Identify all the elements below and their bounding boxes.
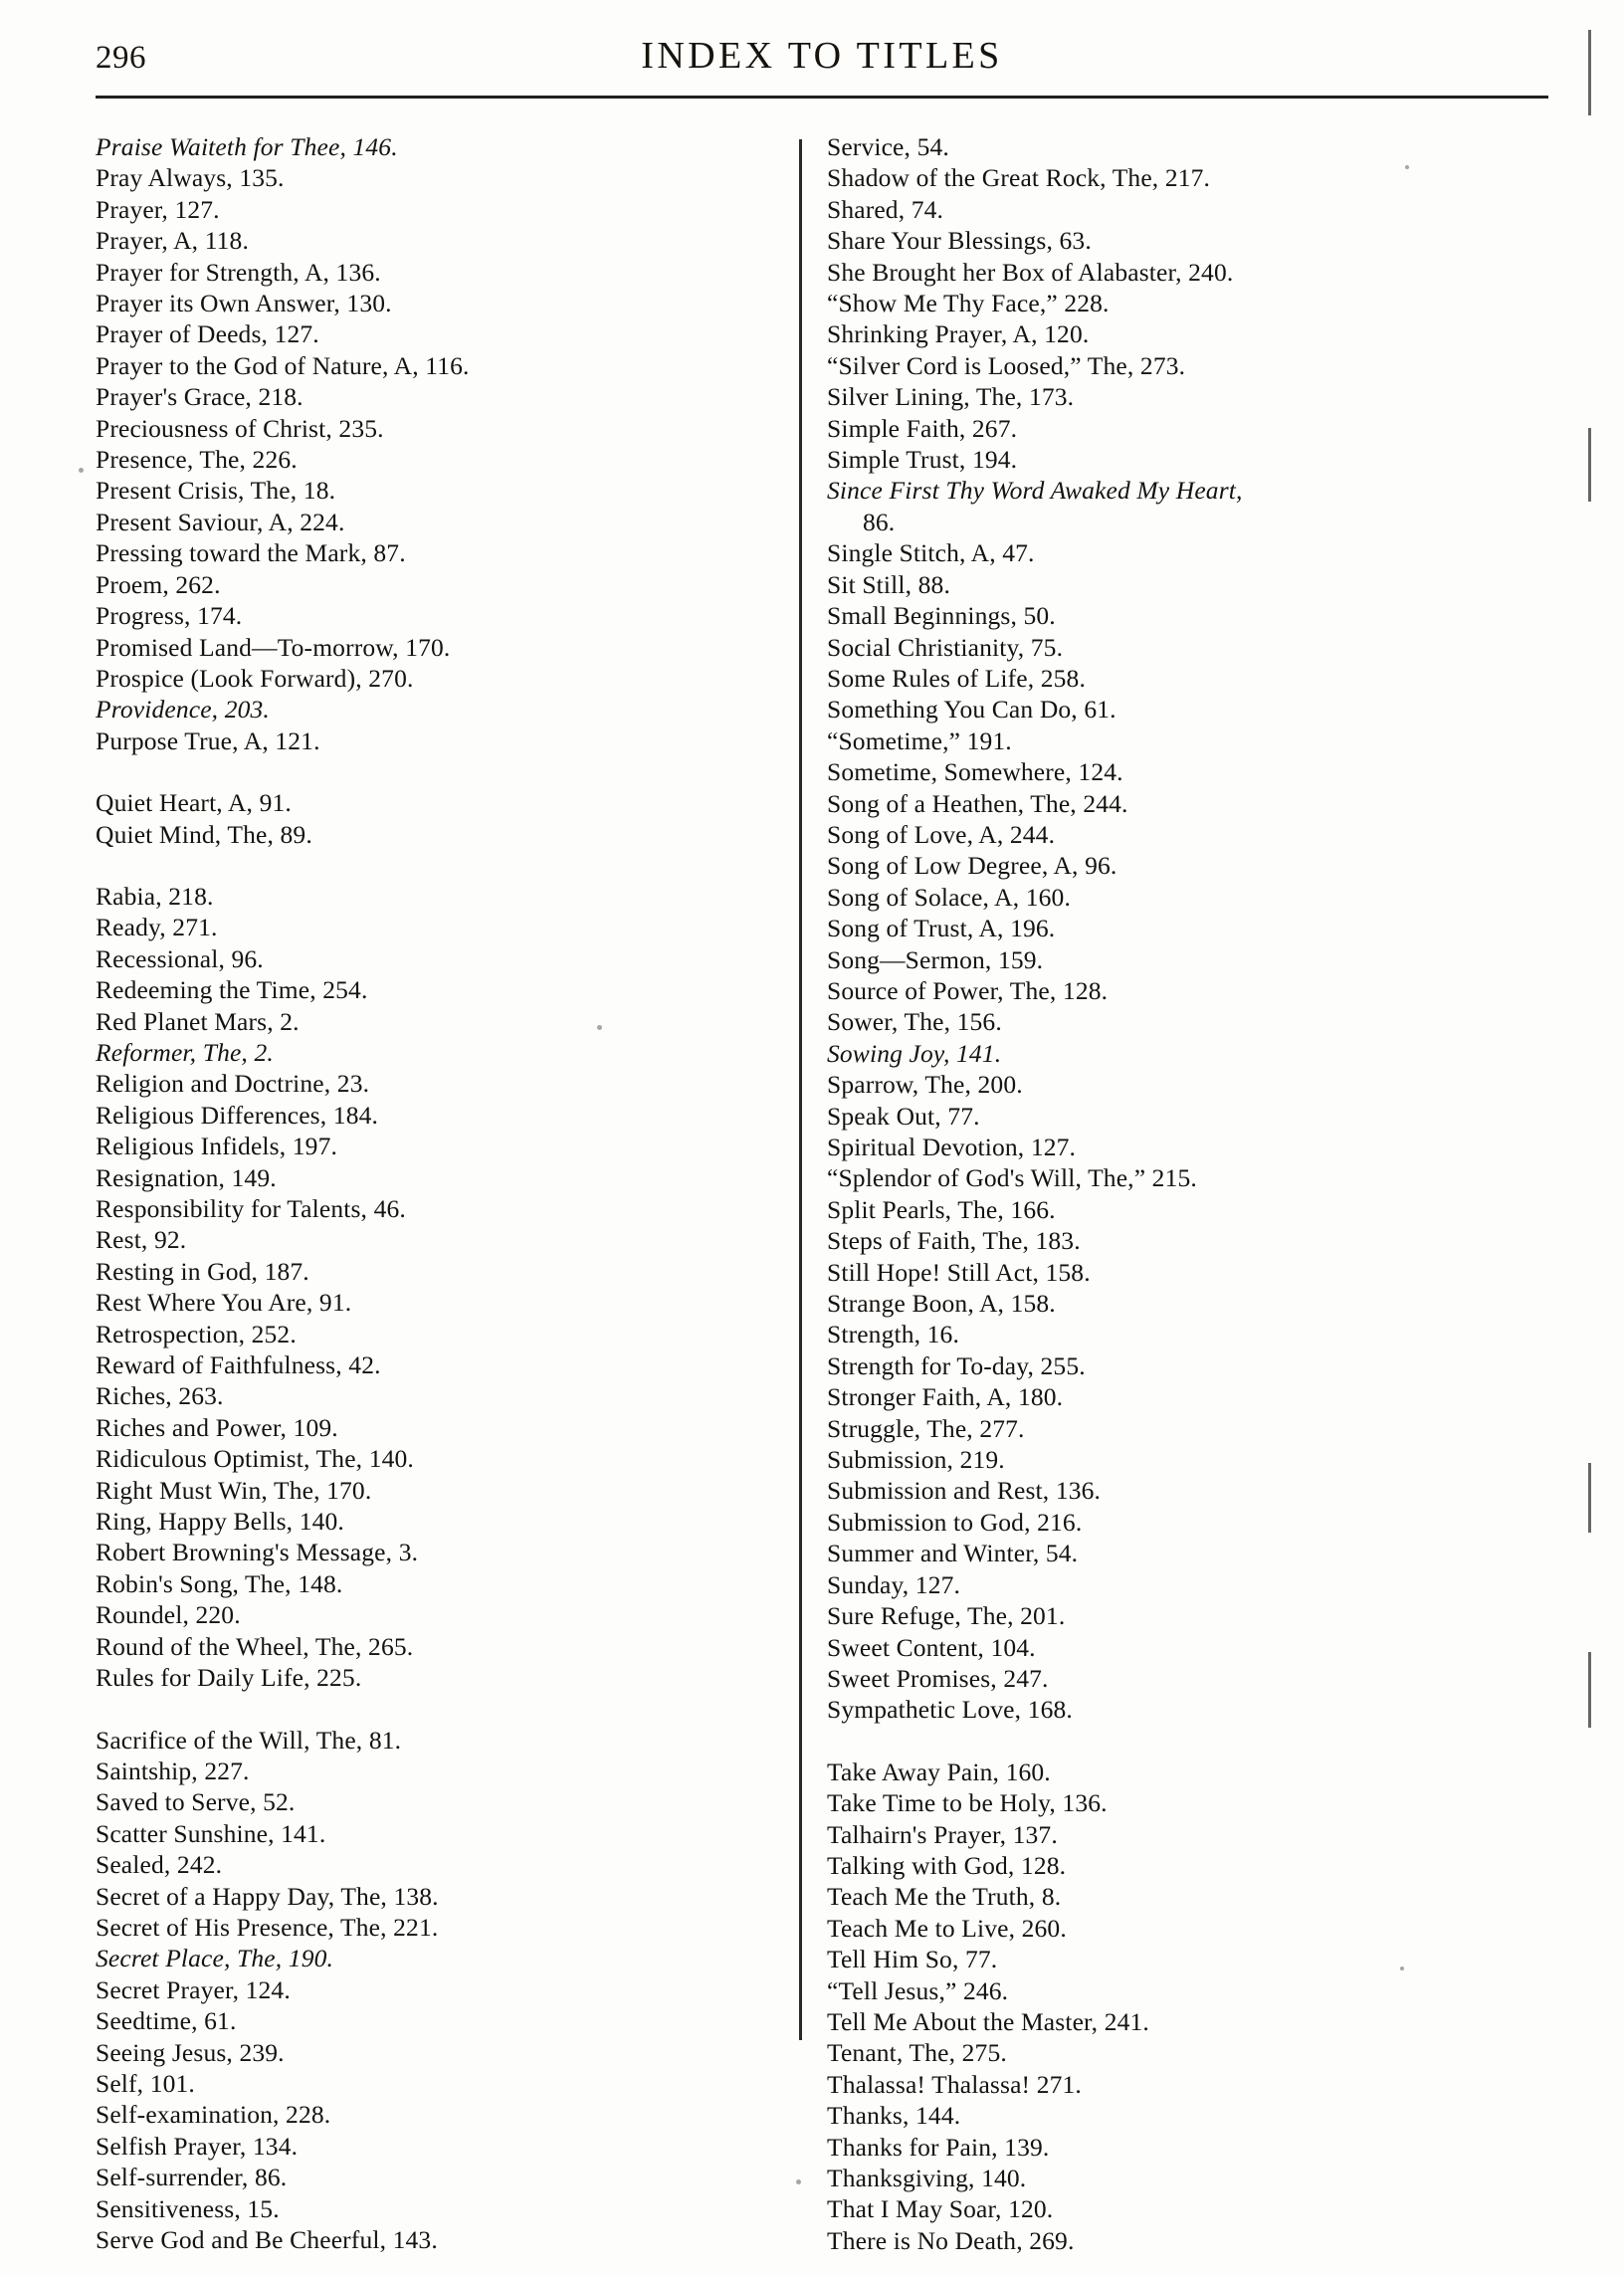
index-entry: Prayer, A, 118. [96,226,249,256]
index-entry: Pressing toward the Mark, 87. [96,538,406,568]
index-entry: Sensitiveness, 15. [96,2193,280,2223]
index-entry: Stronger Faith, A, 180. [827,1382,1064,1412]
index-entry: Recessional, 96. [96,943,264,973]
index-entry: Robert Browning's Message, 3. [96,1538,419,1567]
index-column-right [827,131,1484,2256]
index-entry: Prayer of Deeds, 127. [96,319,319,349]
index-entry: Religious Infidels, 197. [96,1132,337,1161]
scan-speck [597,1025,602,1030]
index-entry: Reward of Faithfulness, 42. [96,1350,381,1380]
page-header [96,34,1548,86]
index-entry: Selfish Prayer, 134. [96,2131,299,2161]
index-entry: Shared, 74. [827,194,944,224]
index-entry: Struggle, The, 277. [827,1413,1025,1443]
index-entry: Submission and Rest, 136. [827,1476,1102,1506]
scan-edge-mark [1588,428,1591,502]
index-entry: Scatter Sunshine, 141. [96,1818,326,1848]
index-entry: Song of Love, A, 244. [827,819,1056,849]
index-entry: Sweet Promises, 247. [827,1663,1049,1693]
index-entry: Some Rules of Life, 258. [827,663,1086,693]
index-entry: Secret Prayer, 124. [96,1974,291,2004]
index-entry: Riches, 263. [96,1381,224,1411]
index-entry: Single Stitch, A, 47. [827,538,1035,568]
letter-group-gap [827,1726,1484,1757]
index-entry: Saved to Serve, 52. [96,1787,296,1817]
scan-speck [796,2179,801,2184]
index-entry: Proem, 262. [96,569,221,599]
index-entry: Prayer's Grace, 218. [96,382,304,412]
index-entry: Praise Waiteth for Thee, 146. [96,132,398,161]
index-entry: Strength for To-day, 255. [827,1350,1086,1380]
index-entry: Since First Thy Word Awaked My Heart, [827,476,1243,506]
index-entry: “Show Me Thy Face,” 228. [827,289,1110,318]
index-entry: Thanks, 144. [827,2101,961,2131]
index-entry: Right Must Win, The, 170. [96,1475,372,1505]
index-entry: Source of Power, The, 128. [827,975,1109,1005]
index-entry: She Brought her Box of Alabaster, 240. [827,257,1234,287]
scan-edge-mark [1588,1652,1591,1728]
index-entry: Share Your Blessings, 63. [827,226,1092,256]
index-entry: Spiritual Devotion, 127. [827,1133,1077,1161]
index-entry: Song of a Heathen, The, 244. [827,788,1128,818]
scan-speck [79,468,84,473]
index-entry: Take Away Pain, 160. [827,1757,1051,1786]
letter-group-gap [96,850,752,881]
index-entry: Simple Faith, 267. [827,413,1018,443]
index-entry: Tell Him So, 77. [827,1945,998,1974]
index-entry: Round of the Wheel, The, 265. [96,1631,414,1661]
index-entry: Talhairn's Prayer, 137. [827,1819,1058,1849]
index-entry: Reformer, The, 2. [96,1037,274,1067]
scan-speck [1405,165,1409,169]
index-entry: Shrinking Prayer, A, 120. [827,319,1090,349]
index-entry: Shadow of the Great Rock, The, 217. [827,163,1211,193]
index-column-left [96,131,752,2255]
index-entry: “Splendor of God's Will, The,” 215. [827,1163,1197,1193]
index-entry: Seedtime, 61. [96,2006,237,2036]
index-entry: Present Saviour, A, 224. [96,507,345,536]
index-entry: Thalassa! Thalassa! 271. [827,2069,1082,2099]
index-entry: Sealed, 242. [96,1850,223,1880]
index-entry: Speak Out, 77. [827,1101,980,1131]
index-entry: Social Christianity, 75. [827,632,1064,662]
index-entry: Sunday, 127. [827,1569,961,1599]
index-entry: Religion and Doctrine, 23. [96,1069,370,1099]
index-entry: Thanksgiving, 140. [827,2164,1027,2192]
index-entry: Thanks for Pain, 139. [827,2132,1050,2162]
index-entry: Song—Sermon, 159. [827,944,1044,974]
index-entry: Song of Low Degree, A, 96. [827,851,1117,881]
index-entry: Purpose True, A, 121. [96,725,320,755]
index-entry: Ridiculous Optimist, The, 140. [96,1444,414,1474]
index-entry: Saintship, 227. [96,1756,250,1785]
index-entry: Responsibility for Talents, 46. [96,1194,406,1223]
index-entry: Submission to God, 216. [827,1507,1083,1537]
index-entry: “Tell Jesus,” 246. [827,1975,1009,2005]
index-entry: There is No Death, 269. [827,2225,1075,2255]
index-entry: Song of Trust, A, 196. [827,914,1056,943]
index-entry: Ring, Happy Bells, 140. [96,1507,344,1537]
index-entry: Talking with God, 128. [827,1850,1067,1880]
index-entry: Prayer for Strength, A, 136. [96,257,381,287]
index-entry: 86. [863,507,896,536]
index-entry: Sower, The, 156. [827,1007,1002,1037]
index-entry: Secret of a Happy Day, The, 138. [96,1881,439,1911]
column-divider [799,139,802,2040]
index-entry: Small Beginnings, 50. [827,601,1056,631]
index-entry: Rules for Daily Life, 225. [96,1663,362,1693]
index-entry: Prayer to the God of Nature, A, 116. [96,350,470,380]
index-entry: Tell Me About the Master, 241. [827,2006,1149,2036]
index-entry: Ready, 271. [96,913,218,942]
index-entry: Secret Place, The, 190. [96,1944,334,1973]
scan-edge-mark [1588,1463,1591,1533]
index-entry: Something You Can Do, 61. [827,695,1116,724]
index-entry: Presence, The, 226. [96,445,298,475]
index-entry: Resignation, 149. [96,1162,277,1192]
page-title: INDEX TO TITLES [641,35,1003,77]
index-entry: Progress, 174. [96,601,243,631]
index-entry: Redeeming the Time, 254. [96,975,368,1005]
scan-edge-mark [1588,30,1591,115]
letter-group-gap [96,1694,752,1725]
index-entry: “Silver Cord is Loosed,” The, 273. [827,350,1186,380]
page-number: 296 [96,40,146,76]
index-entry: Steps of Faith, The, 183. [827,1226,1081,1256]
index-entry: Silver Lining, The, 173. [827,382,1075,412]
index-entry: Providence, 203. [96,695,270,724]
index-entry: Song of Solace, A, 160. [827,882,1071,912]
index-entry: Sympathetic Love, 168. [827,1695,1073,1725]
index-entry: That I May Soar, 120. [827,2194,1054,2224]
index-entry: “Sometime,” 191. [827,725,1012,755]
index-entry: Rabia, 218. [96,881,214,911]
index-entry: Roundel, 220. [96,1600,241,1630]
index-entry: Pray Always, 135. [96,163,285,193]
index-entry: Prayer, 127. [96,194,220,224]
index-entry: Religious Differences, 184. [96,1100,379,1130]
index-entry: Self-surrender, 86. [96,2163,288,2192]
index-entry: Seeing Jesus, 239. [96,2037,285,2067]
index-entry: Sacrifice of the Will, The, 81. [96,1725,402,1755]
index-entry: Robin's Song, The, 148. [96,1568,343,1598]
index-entry: Tenant, The, 275. [827,2038,1007,2068]
index-entry: Self, 101. [96,2068,195,2098]
index-entry: Riches and Power, 109. [96,1412,338,1442]
index-entry: Serve God and Be Cheerful, 143. [96,2225,438,2254]
index-entry: Promised Land—To-morrow, 170. [96,632,451,662]
index-entry: Still Hope! Still Act, 158. [827,1257,1091,1287]
index-entry: Present Crisis, The, 18. [96,476,336,506]
letter-group-gap [96,756,752,787]
index-entry: Sparrow, The, 200. [827,1070,1023,1100]
index-entry: Submission, 219. [827,1445,1005,1475]
index-entry: Summer and Winter, 54. [827,1539,1079,1568]
index-columns [96,131,1548,2255]
index-entry: Teach Me the Truth, 8. [827,1882,1062,1912]
index-entry: Strange Boon, A, 158. [827,1289,1056,1319]
index-entry: Prospice (Look Forward), 270. [96,663,414,693]
index-entry: Sit Still, 88. [827,569,950,599]
index-entry: Red Planet Mars, 2. [96,1006,300,1036]
index-entry: Sure Refuge, The, 201. [827,1601,1066,1631]
index-entry: Rest, 92. [96,1225,187,1255]
index-entry: Quiet Mind, The, 89. [96,819,312,849]
index-entry: Self-examination, 228. [96,2100,331,2130]
index-entry: Sowing Joy, 141. [827,1038,1002,1068]
index-entry: Preciousness of Christ, 235. [96,413,384,443]
index-entry: Service, 54. [827,132,949,161]
index-entry: Strength, 16. [827,1320,959,1349]
index-entry: Sometime, Somewhere, 124. [827,757,1123,787]
index-entry: Split Pearls, The, 166. [827,1194,1056,1224]
header-rule [96,96,1548,99]
index-entry: Rest Where You Are, 91. [96,1288,352,1318]
index-entry: Teach Me to Live, 260. [827,1913,1067,1943]
index-entry: Quiet Heart, A, 91. [96,788,292,818]
index-entry: Sweet Content, 104. [827,1632,1036,1662]
index-entry: Retrospection, 252. [96,1319,297,1348]
scan-speck [1400,1966,1404,1970]
index-entry: Take Time to be Holy, 136. [827,1788,1108,1818]
index-entry: Resting in God, 187. [96,1256,309,1286]
index-entry: Simple Trust, 194. [827,445,1018,475]
index-entry: Secret of His Presence, The, 221. [96,1912,439,1942]
index-entry: Prayer its Own Answer, 130. [96,289,392,318]
